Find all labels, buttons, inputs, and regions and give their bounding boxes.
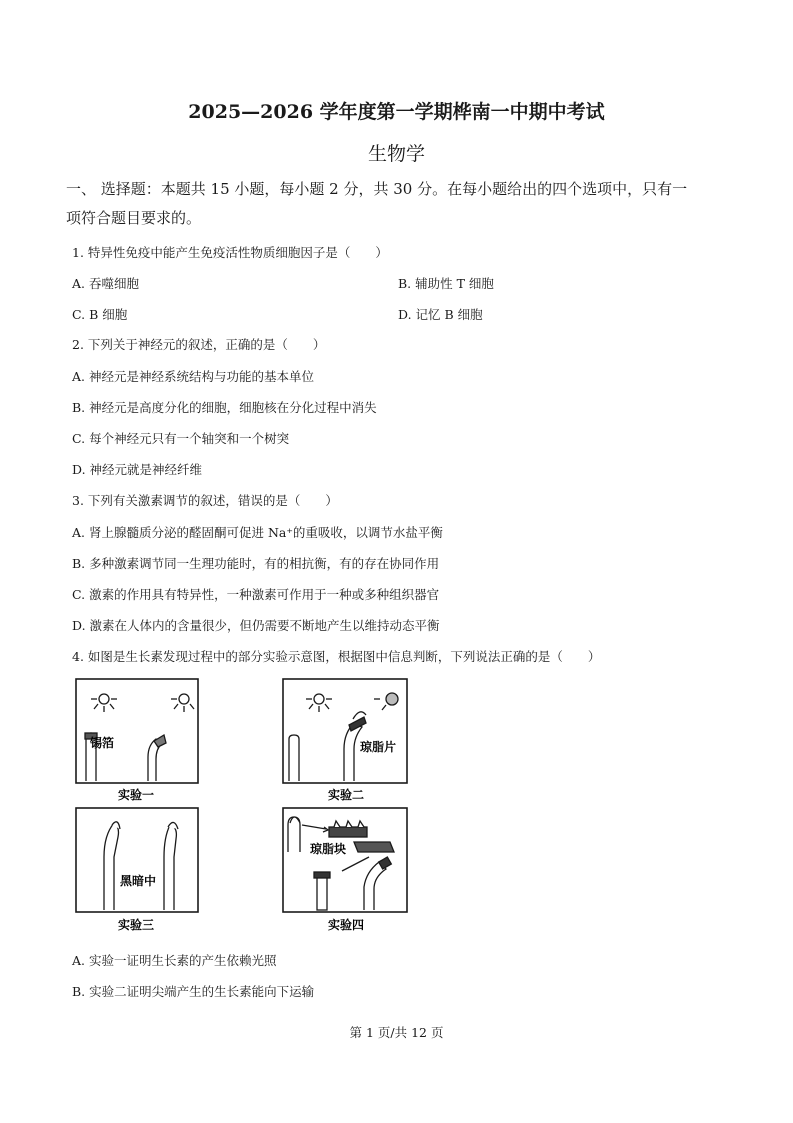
- section-heading-line1: 一、 选择题：本题共 15 小题，每小题 2 分，共 30 分。在每小题给出的四个选项中，只有一: [66, 180, 688, 198]
- experiment-1-label: 实验一: [118, 788, 155, 802]
- question-1-stem: 1. 特异性免疫中能产生免疫活性物质细胞因子是（ ）: [72, 245, 388, 260]
- question-4-option-a: A. 实验一证明生长素的产生依赖光照: [72, 953, 277, 968]
- darkness-label: 黑暗中: [120, 874, 157, 888]
- question-1-option-a: A. 吞噬细胞: [72, 276, 139, 291]
- question-3-option-c: C. 激素的作用具有特异性，一种激素可作用于一种或多种组织器官: [72, 587, 440, 602]
- experiment-3-drawing: [104, 822, 178, 910]
- question-2-option-d: D. 神经元就是神经纤维: [72, 462, 203, 477]
- question-4-option-b: B. 实验二证明尖端产生的生长素能向下运输: [72, 984, 315, 999]
- question-1-option-c: C. B 细胞: [72, 307, 128, 322]
- sun-icon: [179, 694, 189, 704]
- sun-icon: [386, 693, 398, 705]
- experiment-3-label: 实验三: [118, 918, 155, 932]
- question-2-option-a: A. 神经元是神经系统结构与功能的基本单位: [72, 369, 314, 384]
- experiment-diagram: [74, 677, 414, 939]
- question-2-stem: 2. 下列关于神经元的叙述，正确的是（ ）: [72, 337, 326, 352]
- agar-slice-label: 琼脂片: [360, 740, 397, 754]
- question-2-option-b: B. 神经元是高度分化的细胞，细胞核在分化过程中消失: [72, 400, 377, 415]
- experiment-3-frame: [76, 808, 198, 912]
- experiment-4-label: 实验四: [328, 918, 365, 932]
- sun-icon: [314, 694, 324, 704]
- agar-block-label: 琼脂块: [310, 842, 347, 856]
- question-3-option-b: B. 多种激素调节同一生理功能时，有的相抗衡，有的存在协同作用: [72, 556, 440, 571]
- question-4-stem: 4. 如图是生长素发现过程中的部分实验示意图，根据图中信息判断，下列说法正确的是（ ）: [72, 649, 601, 664]
- experiment-2-label: 实验二: [328, 788, 365, 802]
- question-2-option-c: C. 每个神经元只有一个轴突和一个树突: [72, 431, 290, 446]
- question-3-stem: 3. 下列有关激素调节的叙述，错误的是（ ）: [72, 493, 338, 508]
- experiment-4-drawing: [288, 817, 394, 910]
- question-3-option-a: A. 肾上腺髓质分泌的醛固酮可促进 Na⁺的重吸收，以调节水盐平衡: [72, 525, 443, 540]
- experiment-figure: [74, 677, 414, 939]
- exam-title: 2025—2026 学年度第一学期桦南一中期中考试: [188, 101, 605, 123]
- page-footer: 第 1 页/共 12 页: [349, 1025, 444, 1040]
- subject-title: 生物学: [367, 143, 425, 165]
- experiment-2-drawing: [289, 693, 398, 781]
- question-3-option-d: D. 激素在人体内的含量很少，但仍需要不断地产生以维持动态平衡: [72, 618, 440, 633]
- question-1-option-b: B. 辅助性 T 细胞: [398, 276, 494, 291]
- sun-icon: [99, 694, 109, 704]
- tinfoil-label: 锡箔: [90, 736, 115, 750]
- experiment-1-frame: [76, 679, 198, 783]
- section-heading-line2: 项符合题目要求的。: [66, 209, 202, 227]
- question-1-option-d: D. 记忆 B 细胞: [398, 307, 483, 322]
